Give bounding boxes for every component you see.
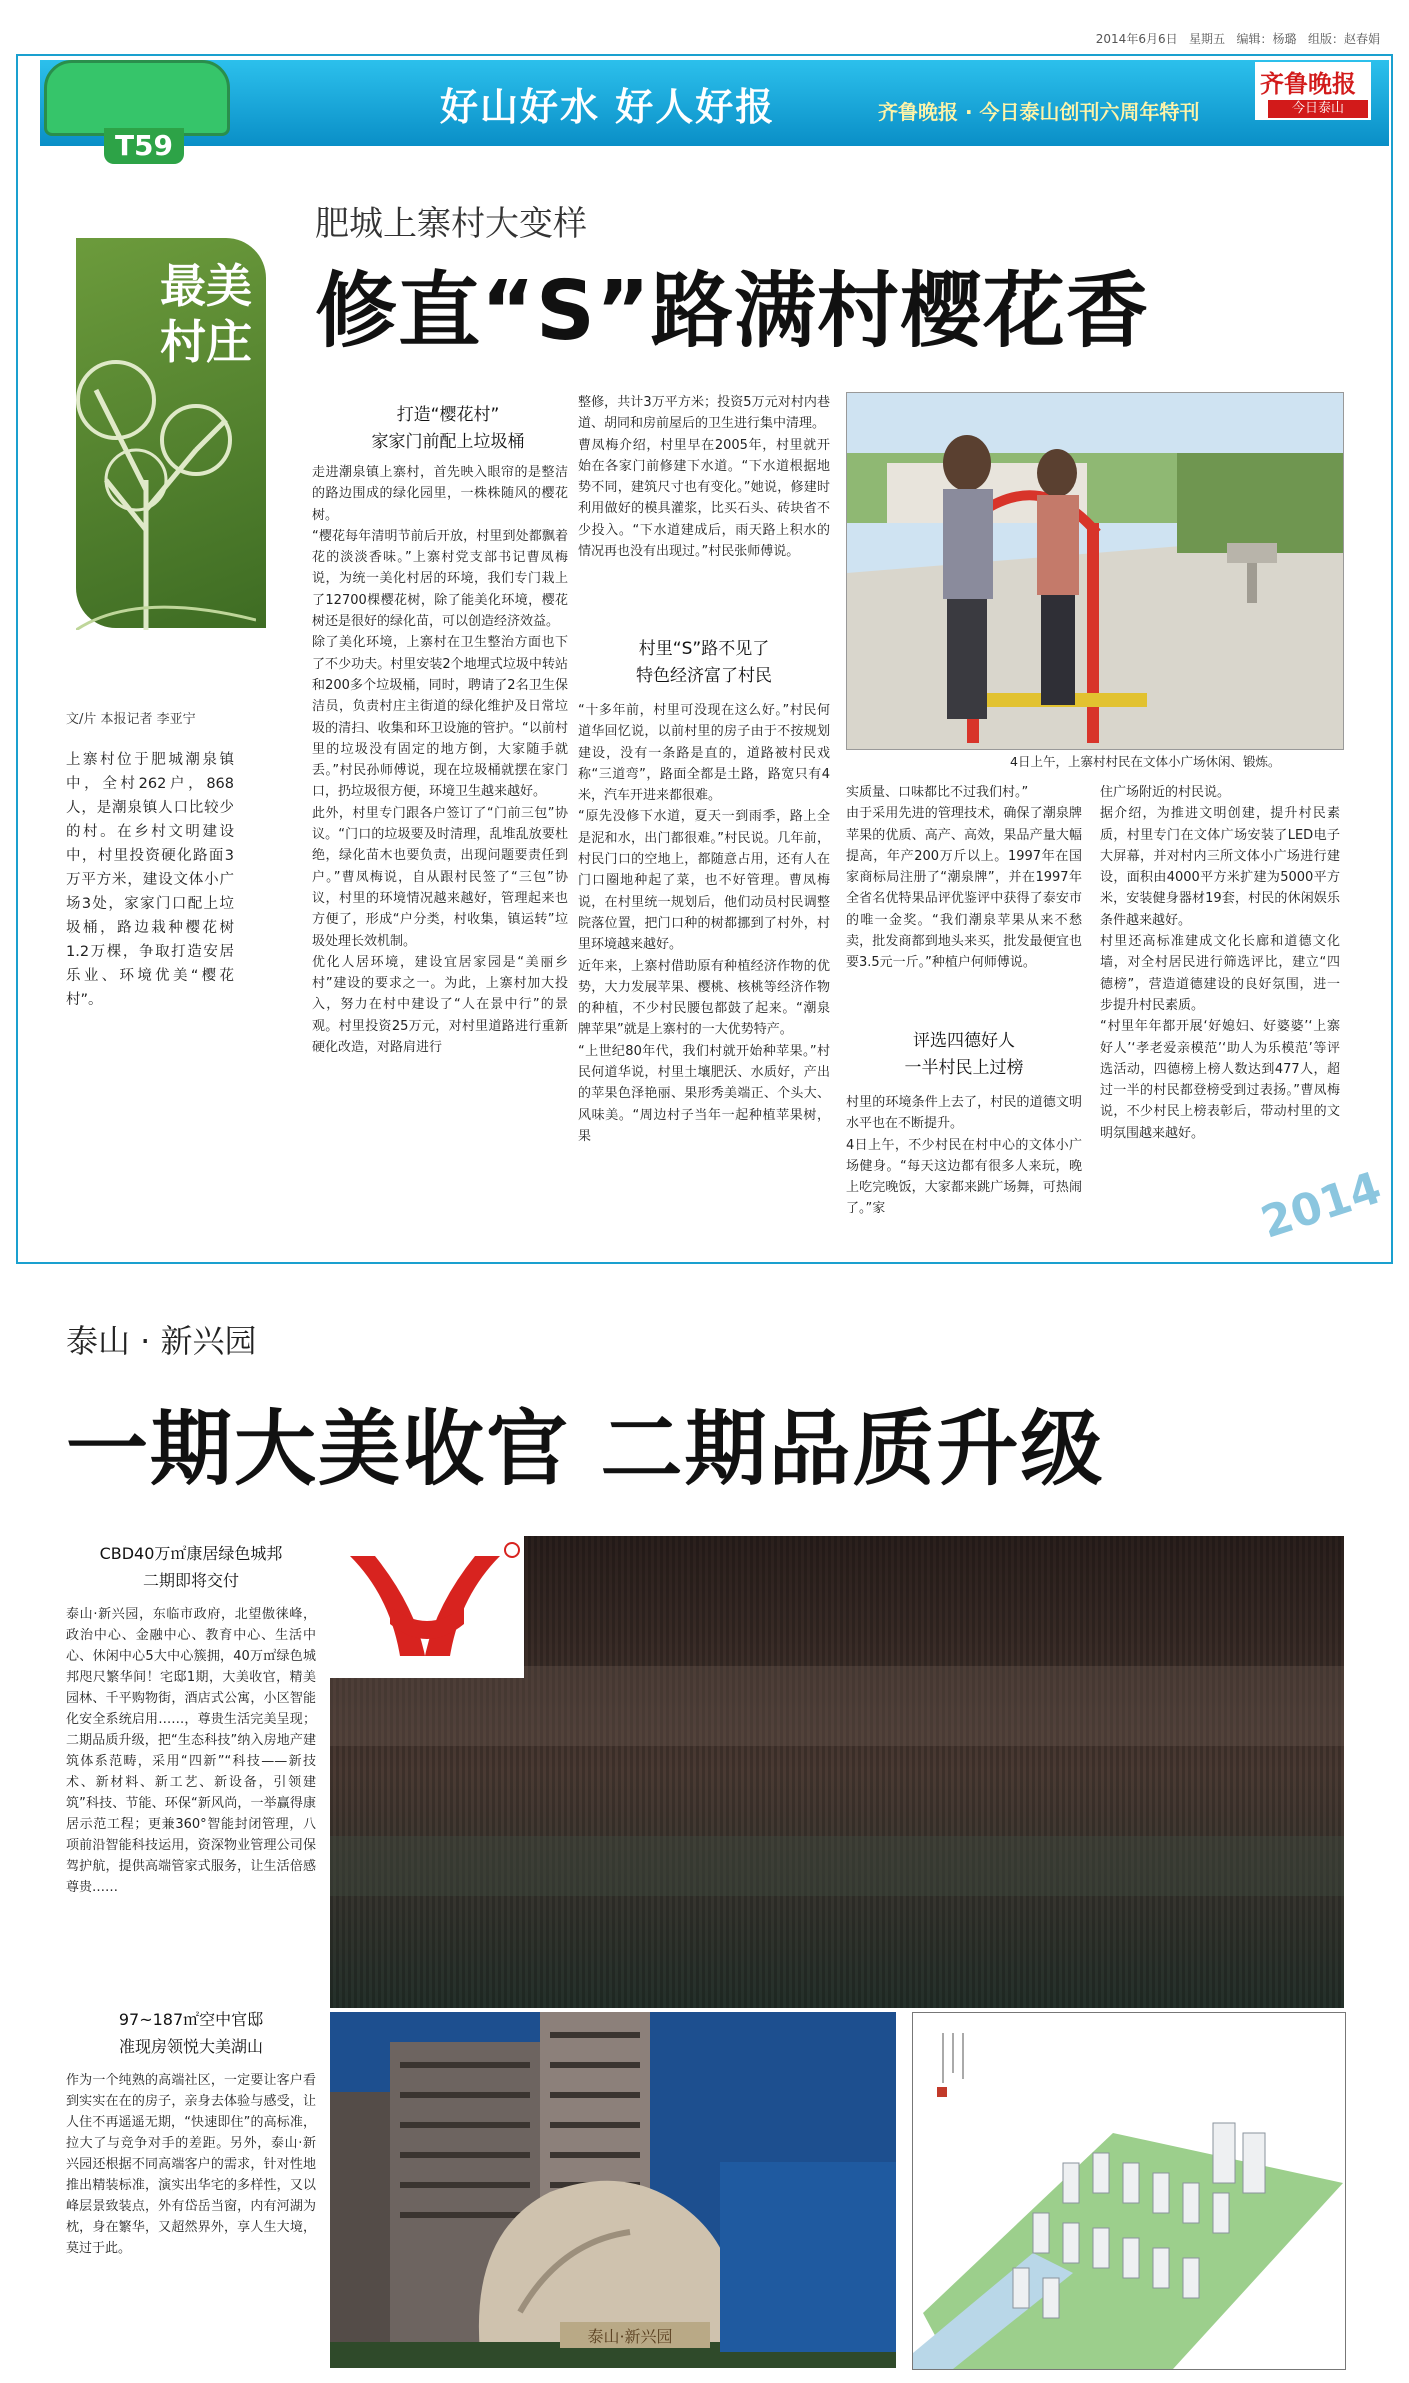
page-number: T59 xyxy=(104,128,184,164)
newspaper-logo-tag: 今日泰山 xyxy=(1268,100,1368,118)
newspaper-logo: 齐鲁晚报 xyxy=(1260,69,1356,98)
article1-intro: 上寨村位于肥城潮泉镇中，全村262户，868人，是潮泉镇人口比较少的村。在乡村文明建设中，村里投资硬化路面3万平方米，建设文体小广场3处，家家门口配上垃圾桶，路边栽种樱花树1.2万棵，争取打造安居乐业、环境优美“樱花村”。 xyxy=(66,752,234,1008)
article1-col3: 实质量、口味都比不过我们村。” 由于采用先进的管理技术，确保了潮泉牌苹果的优质、高产、高效，果品产量大幅提高，年产200万斤以上。1997年在国家商标局注册了“潮泉牌”，并在1997年全省名优特果品评优鉴评中获得了泰安市的唯一金奖。“我们潮泉苹果从来不愁卖，批发商都到地头来买，批发最便宜也要3.5元一斤。”种植户何师傅说。 xyxy=(846,785,1082,971)
column-tag-line1: 最美 xyxy=(160,259,252,313)
article2-subhead-2-line1: 97~187㎡空中官邸 xyxy=(118,2010,264,2029)
residential-tower-image xyxy=(330,2012,896,2368)
article1-col3b: 村里的环境条件上去了，村民的道德文明水平也在不断提升。 4日上午，不少村民在村中心的文体小广场健身。“每天这边都有很多人来玩，晚上吃完晚饭，大家都来跳广场舞，可热闹了。”家 xyxy=(846,1095,1082,1217)
article1-col4: 住广场附近的村民说。 据介绍，为推进文明创建，提升村民素质，村里专门在文体广场安装了LED电子大屏幕，并对村内三所文体小广场进行建设，面积由4000平方米扩建为5000平方米，安装健身器材19套，村民的休闲娱乐条件越来越好。 村里还高标准建成文化长廊和道德文化墙，对全村居民进行筛选评比，建立“四德榜”，营造道德建设的良好氛围，进一步提升村民素质。 “村里年年都开展‘好媳妇、好婆婆’‘上寨好人’‘孝老爱亲模范’‘助人为乐模范’等评选活动，四德榜上榜人数达到477人，超过一半的村民都登榜受到过表扬。”曹凤梅说，不少村民上榜表彰后，带动村里的文明氛围越来越好。 xyxy=(1100,785,1340,1141)
article1-subhead-3 xyxy=(846,1028,1082,1082)
tree-icon xyxy=(76,330,256,630)
subhead-3-line2: 一半村民上过榜 xyxy=(904,1058,1024,1078)
article2-headline: 一期大美收官 二期品质升级 xyxy=(66,1402,1105,1497)
fitness-square-photo xyxy=(847,393,1343,749)
subhead-2-line2: 特色经济富了村民 xyxy=(636,666,772,686)
article1-headline: 修直“S”路满村樱花香 xyxy=(315,264,1149,359)
article2-kicker: 泰山 · 新兴园 xyxy=(66,1322,257,1360)
designer: 组版：赵春娟 xyxy=(1307,32,1380,46)
article2-text-column xyxy=(66,1540,316,2370)
aerial-rendering-image xyxy=(913,2013,1345,2369)
weekday: 星期五 xyxy=(1189,32,1226,46)
article2-body-1: 泰山·新兴园，东临市政府，北望傲徕峰，政治中心、金融中心、教育中心、生活中心、休闲中心5大中心簇拥，40万㎡绿色城邦咫尺繁华间！宅邸1期，大美收官，精美园林、千平购物街，酒店式公寓，小区智能化安全系统启用……，尊贵生活完美呈现；二期品质升级，把“生态科技”纳入房地产建筑体系范畴，采用“四新”“科技——新技术、新材料、新工艺、新设备，引领建筑”科技、节能、环保“新风尚，一举赢得康居示范工程；更兼360°智能封闭管理，八项前沿智能科技运用，资深物业管理公司保驾护航，提供高端管家式服务，让生活倍感尊贵…… xyxy=(66,1607,316,1895)
byline: 文/片 本报记者 李亚宁 xyxy=(66,712,196,727)
site-plan-image xyxy=(912,2012,1346,2370)
article1-col2b: “十多年前，村里可没现在这么好。”村民何道华回忆说，以前村里的房子由于不按规划建设，没有一条路是直的，道路被村民戏称“三道弯”，路面全都是土路，路宽只有4米，汽车开进来都很难。 “原先没修下水道，夏天一到雨季，路上全是泥和水，出门都很难。”村民说。几年前，村民门口的空地上，都随意占用，还有人在门口圈地种起了菜，也不好管理。曹凤梅说，在村里统一规划后，他们动员村民调整院落位置，把门口种的树都挪到了村外，村里环境越来越好。 近年来，上寨村借助原有种植经济作物的优势，大力发展苹果、樱桃、核桃等经济作物的种植，不少村民腰包都鼓了起来。“潮泉牌苹果”就是上寨村的一大优势特产。 “上世纪80年代，我们村就开始种苹果。”村民何道华说，村里土壤肥沃、水质好，产出的苹果色泽艳丽、果形秀美端正、个头大、风味美。“周边村子当年一起种植苹果树，果 xyxy=(578,703,830,1144)
page-meta xyxy=(1000,30,1380,47)
article1-subhead-2 xyxy=(578,636,830,690)
article2-body-2: 作为一个纯熟的高端社区，一定要让客户看到实实在在的房子，亲身去体验与感受，让人住不再遥遥无期，“快速即住”的高标准，拉大了与竞争对手的差距。另外，泰山·新兴园还根据不同高端客户的需求，针对性地推出精装标准，演实出华宅的多样性，又以峰层景致装点，外有岱岳当窗，内有河湖为枕，身在繁华，又超然界外，享人生大境，莫过于此。 xyxy=(66,2073,316,2256)
article1-kicker: 肥城上寨村大变样 xyxy=(315,204,587,244)
article1-col1: 走进潮泉镇上寨村，首先映入眼帘的是整洁的路边围成的绿化园里，一株株随风的樱花树。 “樱花每年清明节前后开放，村里到处都飘着花的淡淡香味。”上寨村党支部书记曹凤梅说，为统一美化村居的环境，我们专门栽上了12700棵樱花树，除了能美化环境，樱花树还是很好的绿化苗，可以创造经济效益。 除了美化环境，上寨村在卫生整治方面也下了不少功夫。村里安装2个地埋式垃圾中转站和200多个垃圾桶，同时，聘请了2名卫生保洁员，负责村庄主街道的绿化维护及日常垃圾的清扫、收集和环卫设施的管护。“以前村里的垃圾没有固定的地方倒，大家随手就丢。”村民孙师傅说，现在垃圾桶就摆在家门口，扔垃圾很方便，环境卫生越来越好。 此外，村里专门跟各户签订了“门前三包”协议。“门口的垃圾要及时清理，乱堆乱放要杜绝，绿化苗木也要负责，出现问题要责任到户。”曹凤梅说，自从跟村民签了“三包”协议，村里的环境情况越来越好，管理起来也方便了，形成“户分类，村收集，镇运转”垃圾处理长效机制。 优化人居环境，建设宜居家园是“美丽乡村”建设的要求之一。为此，上寨村加大投入，努力在村中建设了“人在景中行”的景观。村里投资25万元，对村里道路进行重新硬化改造，对路肩进行 xyxy=(312,465,568,1056)
article2-subhead-1-line1: CBD40万㎡康居绿色城邦 xyxy=(99,1544,283,1563)
column-tag-line2: 村庄 xyxy=(160,315,252,369)
decorative-year: 2014 xyxy=(1255,1162,1388,1249)
brand-logo-icon xyxy=(330,1536,524,1678)
article1-subhead-1 xyxy=(328,402,568,456)
building-photo xyxy=(330,2012,896,2368)
banner-title: 好山好水 好人好报 xyxy=(440,84,776,129)
editor: 编辑：杨璐 xyxy=(1236,32,1297,46)
column-tag-text xyxy=(160,258,252,370)
banner-tab xyxy=(44,60,230,136)
article2-subhead-1-line2: 二期即将交付 xyxy=(142,1571,239,1590)
banner-subtitle: 齐鲁晚报 · 今日泰山创刊六周年特刊 xyxy=(878,100,1200,124)
article1-photo-caption: 4日上午，上寨村村民在文体小广场休闲、锻炼。 xyxy=(1010,754,1281,769)
subhead-1-line1: 打造“樱花村” xyxy=(396,405,500,425)
date: 2014年6月6日 xyxy=(1095,32,1178,46)
article1-photo xyxy=(846,392,1344,750)
subhead-3-line1: 评选四德好人 xyxy=(913,1031,1015,1051)
article2-subhead-2-line2: 准现房领悦大美湖山 xyxy=(118,2037,263,2056)
subhead-1-line2: 家家门前配上垃圾桶 xyxy=(371,432,525,452)
developer-logo xyxy=(330,1536,524,1678)
stone-inscription: 泰山·新兴园 xyxy=(587,2327,673,2346)
article1-col2a: 整修，共计3万平方米；投资5万元对村内巷道、胡同和房前屋后的卫生进行集中清理。 曹凤梅介绍，村里早在2005年，村里就开始在各家门前修建下水道。“下水道根据地势不同，建筑尺寸也有变化。”她说，修建时利用做好的模具灌浆，比买石头、砖块省不少投入。“下水道建成后，雨天路上积水的情况再也没有出现过。”村民张师傅说。 xyxy=(578,395,830,560)
subhead-2-line1: 村里“S”路不见了 xyxy=(638,639,770,659)
